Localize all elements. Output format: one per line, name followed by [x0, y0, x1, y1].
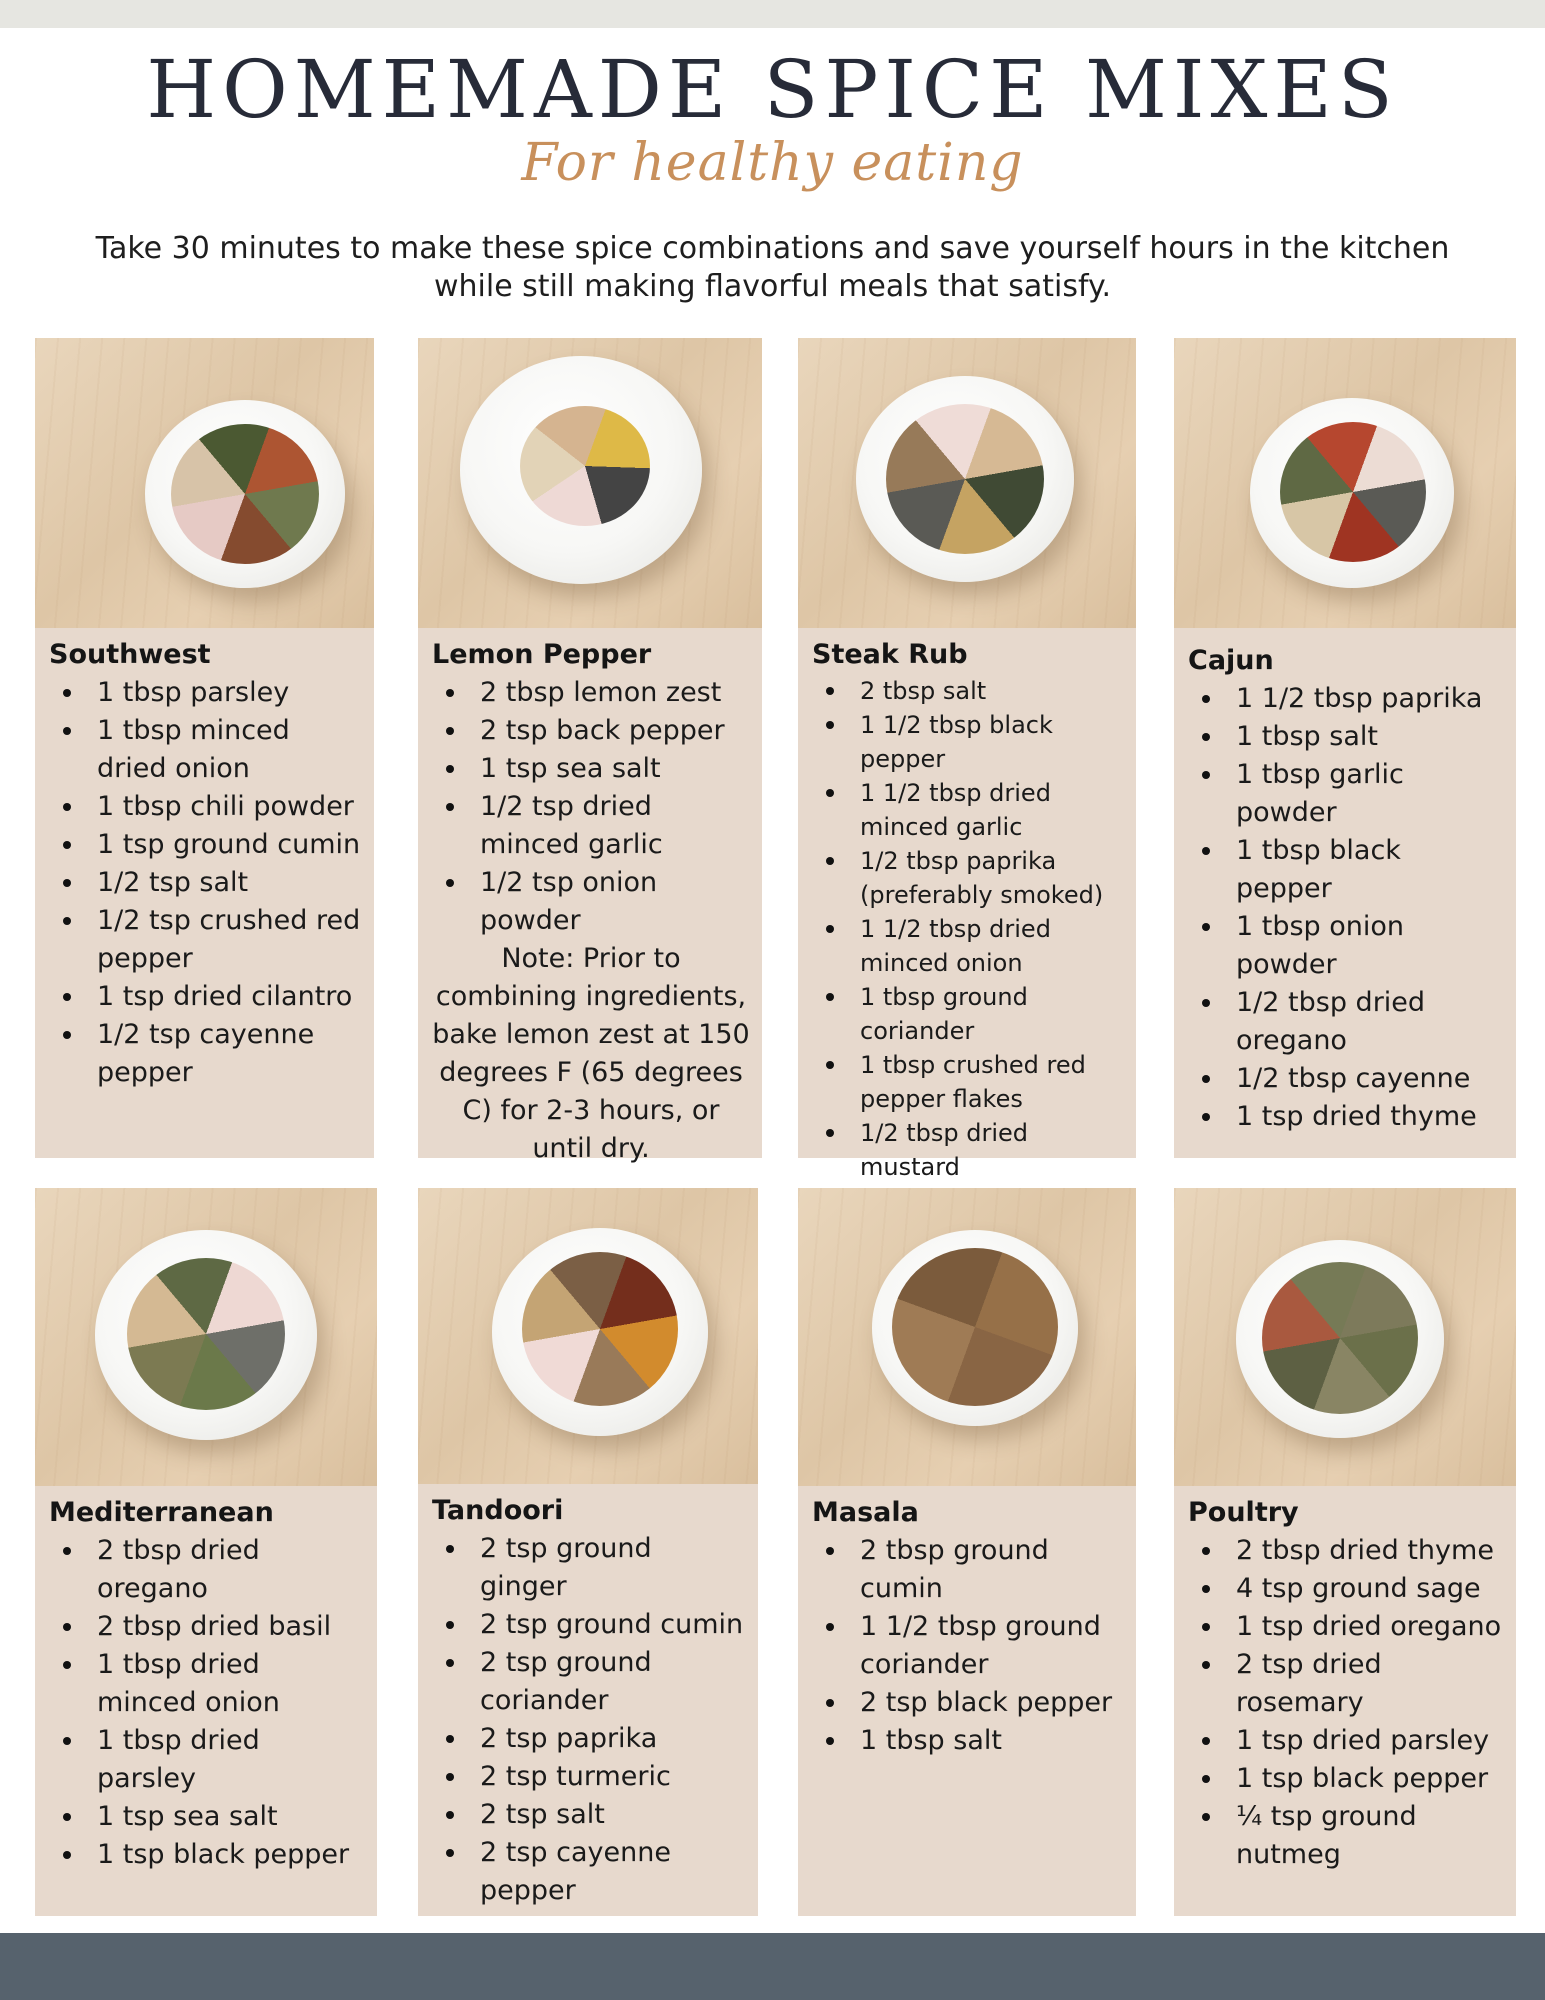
- spice-mound: [171, 424, 319, 564]
- ingredient-item: 2 tbsp dried basil: [49, 1608, 365, 1646]
- spice-photo: [35, 1188, 377, 1486]
- ingredient-item: 2 tsp paprika: [432, 1720, 746, 1758]
- spice-mound: [522, 1252, 678, 1406]
- ingredient-item: 1 1/2 tbsp paprika: [1188, 680, 1504, 718]
- ingredient-list: [812, 674, 1124, 1218]
- bottom-band: [0, 1933, 1545, 2000]
- ingredient-list: [1188, 1532, 1504, 1874]
- mix-name: Tandoori: [432, 1495, 564, 1526]
- ingredient-item: 2 tbsp dried oregano: [49, 1532, 365, 1608]
- spice-mound: [1262, 1262, 1418, 1414]
- ingredient-item: 1 tsp sea salt: [432, 750, 750, 788]
- spice-mound: [892, 1248, 1058, 1406]
- spice-photo: [35, 338, 374, 628]
- spice-bowl: [1250, 398, 1454, 588]
- ingredient-item: 2 tsp turmeric: [432, 1758, 746, 1796]
- ingredient-item: 2 tsp ground cumin: [432, 1606, 746, 1644]
- ingredient-item: 1/2 tbsp paprika (preferably smoked): [812, 844, 1124, 912]
- mix-name: Lemon Pepper: [432, 639, 652, 670]
- ingredient-item: 1 tbsp salt: [812, 1722, 1124, 1760]
- preparation-note: Note: Prior to combining ingredients, bake lemon zest at 150 degrees F (65 degrees C) for 2-3 hours, or until dry.: [432, 943, 750, 1164]
- mix-info-panel: [798, 1486, 1136, 1916]
- ingredient-item: 1 tbsp ground coriander: [812, 980, 1124, 1048]
- ingredient-item: 1 1/2 tbsp black pepper: [812, 708, 1124, 776]
- mix-info-panel: [418, 1484, 758, 1916]
- mix-info-panel: [1174, 1486, 1516, 1916]
- spice-bowl: [872, 1230, 1078, 1426]
- intro-text: Take 30 minutes to make these spice combinations and save yourself hours in the kitchen while still making flavorful meals that satisfy.: [95, 231, 1450, 304]
- ingredient-item: 1 tbsp garlic powder: [1188, 756, 1504, 832]
- page-subtitle: For healthy eating: [521, 133, 1024, 193]
- ingredient-item: 1 tbsp salt: [1188, 718, 1504, 756]
- ingredient-item: 4 tsp ground sage: [1188, 1570, 1504, 1608]
- ingredient-item: 1 tsp dried cilantro: [49, 978, 362, 1016]
- ingredient-item: 1 tbsp dried minced onion: [49, 1646, 365, 1722]
- ingredient-item: 1 tbsp parsley: [49, 674, 362, 712]
- mix-info-panel: [1174, 628, 1516, 1158]
- mix-name: Masala: [812, 1497, 919, 1528]
- ingredient-item: 1 1/2 tbsp dried minced garlic: [812, 776, 1124, 844]
- spice-photo: [418, 338, 762, 628]
- mix-name: Mediterranean: [49, 1497, 274, 1528]
- mix-name: Cajun: [1188, 645, 1274, 676]
- spice-photo: [798, 1188, 1136, 1486]
- ingredient-item: 1/2 tbsp dried mustard: [812, 1116, 1124, 1184]
- ingredient-item: 2 tsp cayenne pepper: [432, 1834, 746, 1910]
- spice-photo: [1174, 1188, 1516, 1486]
- ingredient-item: 1/2 tsp dried minced garlic: [432, 788, 750, 864]
- ingredient-item: 1/2 tsp salt: [49, 864, 362, 902]
- spice-photo: [1174, 338, 1516, 628]
- ingredient-item: 2 tbsp ground cumin: [812, 1532, 1124, 1608]
- ingredient-item: 1 tbsp dried parsley: [49, 1722, 365, 1798]
- ingredient-item: ¼ tsp ground nutmeg: [1188, 1798, 1504, 1874]
- mix-info-panel: [798, 628, 1136, 1181]
- ingredient-item: 2 tsp ground ginger: [432, 1530, 746, 1606]
- mix-info-panel: [418, 628, 762, 1164]
- mix-info-panel: [35, 1486, 377, 1916]
- ingredient-list: [812, 1532, 1124, 1760]
- ingredient-list: [1188, 680, 1504, 1136]
- ingredient-item: 2 tsp salt: [432, 1796, 746, 1834]
- top-band: [0, 0, 1545, 28]
- ingredient-item: 1 tsp dried oregano: [1188, 1608, 1504, 1646]
- ingredient-item: 1 tsp dried thyme: [1188, 1098, 1504, 1136]
- mix-name: Southwest: [49, 639, 211, 670]
- ingredient-item: 1 1/2 tbsp ground coriander: [812, 1608, 1124, 1684]
- ingredient-item: 1 tbsp crushed red pepper flakes: [812, 1048, 1124, 1116]
- spice-photo: [418, 1188, 758, 1484]
- ingredient-item: 1 tsp black pepper: [1188, 1760, 1504, 1798]
- ingredient-item: 2 tbsp lemon zest: [432, 674, 750, 712]
- spice-mound: [520, 406, 650, 526]
- ingredient-item: 1/2 tsp cayenne pepper: [49, 1016, 362, 1092]
- spice-bowl: [1236, 1240, 1444, 1438]
- mix-name: Poultry: [1188, 1497, 1299, 1528]
- spice-bowl: [856, 376, 1074, 582]
- ingredient-item: 1 1/2 tbsp dried minced onion: [812, 912, 1124, 980]
- ingredient-item: 1/2 tsp onion powder: [432, 864, 750, 940]
- ingredient-list: [432, 1530, 746, 1910]
- ingredient-item: 2 tsp black pepper: [812, 1684, 1124, 1722]
- ingredient-item: 1 tsp sea salt: [49, 1798, 365, 1836]
- mix-info-panel: [35, 628, 374, 1158]
- spice-bowl: [460, 356, 702, 584]
- spice-mound: [886, 404, 1044, 554]
- ingredient-item: 1 tbsp minced dried onion: [49, 712, 362, 788]
- ingredient-item: 1 tbsp black pepper: [1188, 832, 1504, 908]
- page-title: HOMEMADE SPICE MIXES: [146, 43, 1399, 136]
- ingredient-item: 1/2 tsp crushed red pepper: [49, 902, 362, 978]
- ingredient-item: 1 tsp dried parsley: [1188, 1722, 1504, 1760]
- mix-name: Steak Rub: [812, 639, 968, 670]
- spice-bowl: [492, 1228, 708, 1436]
- ingredient-item: 2 tbsp dried thyme: [1188, 1532, 1504, 1570]
- spice-bowl: [145, 400, 345, 588]
- ingredient-list: [49, 1532, 365, 1874]
- ingredient-item: 1/2 tbsp cayenne: [1188, 1060, 1504, 1098]
- ingredient-list: [49, 674, 362, 1092]
- ingredient-item: 1 tbsp onion powder: [1188, 908, 1504, 984]
- ingredient-item: 2 tsp dried rosemary: [1188, 1646, 1504, 1722]
- ingredient-item: 1/2 tbsp dried oregano: [1188, 984, 1504, 1060]
- spice-mound: [1280, 422, 1426, 562]
- ingredient-item: 1 tbsp chili powder: [49, 788, 362, 826]
- spice-bowl: [95, 1230, 317, 1440]
- ingredient-item: 2 tbsp salt: [812, 674, 1124, 708]
- ingredient-list: [432, 674, 750, 940]
- spice-mound: [127, 1258, 285, 1410]
- spice-photo: [798, 338, 1136, 628]
- ingredient-item: 2 tsp ground coriander: [432, 1644, 746, 1720]
- ingredient-item: 2 tsp back pepper: [432, 712, 750, 750]
- ingredient-item: 1 tsp ground cumin: [49, 826, 362, 864]
- ingredient-item: 1 tsp black pepper: [49, 1836, 365, 1874]
